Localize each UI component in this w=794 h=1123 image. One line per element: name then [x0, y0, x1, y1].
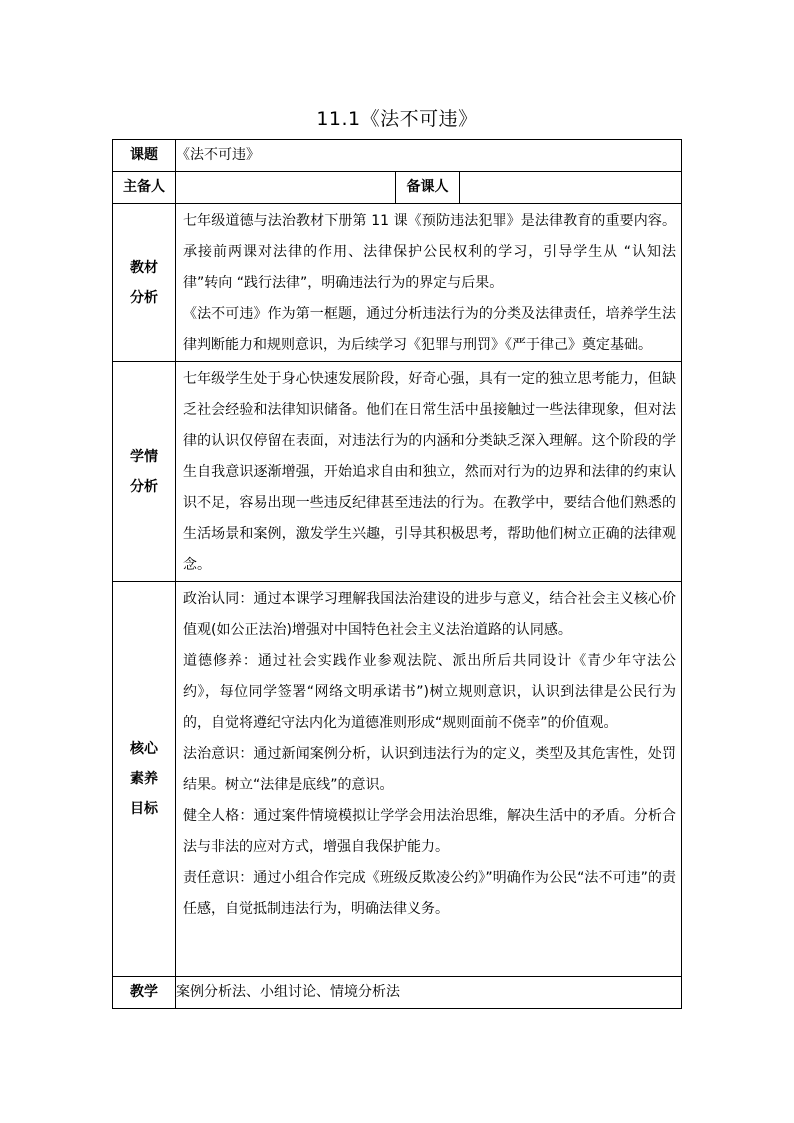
goal-legal: 法治意识：通过新闻案例分析，认识到违法行为的定义，类型及其危害性，处罚结果。树立“法律是底线”的意识。 — [183, 746, 677, 793]
topic-label: 课题 — [113, 140, 176, 172]
student-analysis-label: 学情 分析 — [113, 362, 176, 582]
preparer-label: 主备人 — [113, 172, 176, 204]
core-goals-label: 核心 素养 目标 — [113, 582, 176, 977]
goal-political: 政治认同：通过本课学习理解我国法治建设的进步与意义，结合社会主义核心价值观(如公正法治)增强对中国特色社会主义法治道路的认同感。 — [183, 591, 677, 638]
student-analysis-content — [176, 362, 682, 582]
core-goals-row — [113, 582, 682, 977]
topic-row — [113, 140, 682, 172]
goal-personality: 健全人格：通过案件情境模拟让学学会用法治思维，解决生活中的矛盾。分析合法与非法的应对方式，增强自我保护能力。 — [183, 808, 677, 855]
material-analysis-row — [113, 204, 682, 362]
material-analysis-content — [176, 204, 682, 362]
teaching-value: 案例分析法、小组讨论、情境分析法 — [176, 977, 682, 1009]
preparer-row — [113, 172, 682, 204]
goal-responsibility: 责任意识：通过小组合作完成《班级反欺凌公约》”明确作为公民“法不可违”的责任感，自觉抵制违法行为，明确法律义务。 — [183, 870, 677, 917]
student-analysis-row — [113, 362, 682, 582]
material-paragraph: 《法不可违》作为第一框题，通过分析违法行为的分类及法律责任，培养学生法律判断能力和规则意识，为后续学习《犯罪与刑罚》《严于律己》奠定基础。 — [183, 306, 677, 353]
material-paragraph: 七年级道德与法治教材下册第 11 课《预防违法犯罪》是法律教育的重要内容。承接前两课对法律的作用、法律保护公民权利的学习，引导学生从 “认知法律”转向 “践行法律”，明确违法行为的界定与后果。 — [183, 213, 677, 291]
material-analysis-label: 教材 分析 — [113, 204, 176, 362]
preparer-value — [176, 172, 396, 204]
topic-value: 《法不可违》 — [176, 140, 682, 172]
co-preparer-value — [460, 172, 682, 204]
co-preparer-label: 备课人 — [396, 172, 460, 204]
goal-moral: 道德修养：通过社会实践作业参观法院、派出所后共同设计《青少年守法公约》，每位同学签署“网络文明承诺书”)树立规则意识，认识到法律是公民行为的，自觉将遵纪守法内化为道德准则形成“规则面前不侥幸”的价值观。 — [183, 653, 677, 731]
core-goals-content — [176, 582, 682, 977]
document-title: 11.1《法不可违》 — [316, 108, 478, 130]
student-paragraph: 七年级学生处于身心快速发展阶段，好奇心强，具有一定的独立思考能力，但缺乏社会经验和法律知识储备。他们在日常生活中虽接触过一些法律现象，但对法律的认识仅停留在表面，对违法行为的内涵和分类缺乏深入理解。这个阶段的学生自我意识逐渐增强，开始追求自由和独立，然而对行为的边界和法律的约束认识不足，容易出现一些违反纪律甚至违法的行为。在教学中，要结合他们熟悉的生活场景和案例，激发学生兴趣，引导其积极思考，帮助他们树立正确的法律观念。 — [183, 371, 677, 573]
teaching-label: 教学 — [113, 977, 176, 1009]
teaching-row — [113, 977, 682, 1009]
lesson-plan-table — [112, 139, 682, 1009]
